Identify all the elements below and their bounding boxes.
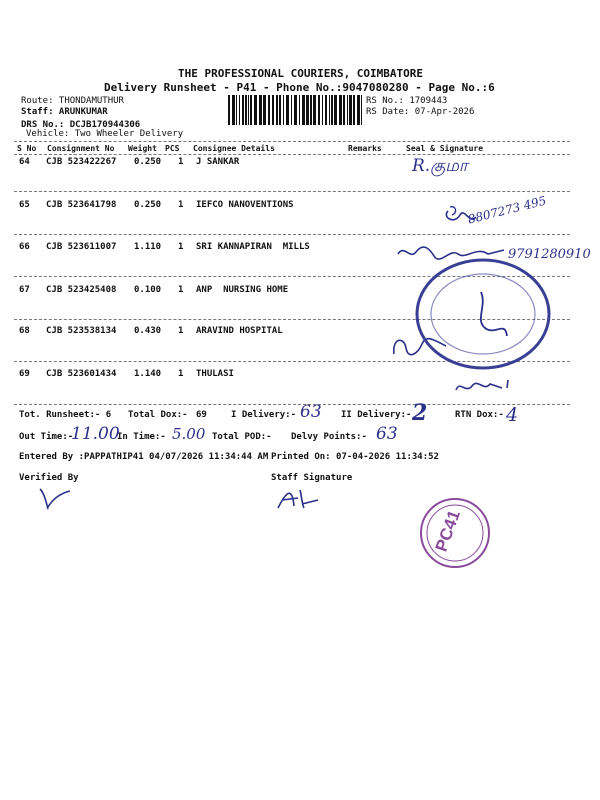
row-consignment: CJB 523425408	[46, 285, 117, 295]
pc41-stamp-text: PC41	[431, 507, 464, 555]
out-time-label: Out Time:-	[19, 432, 74, 442]
staff-signature-label: Staff Signature	[271, 473, 353, 483]
drs-number: DRS No.: DCJB170944306	[21, 120, 141, 130]
col-weight: Weight	[128, 144, 157, 153]
printed-on: Printed On: 07-04-2026 11:34:52	[271, 452, 439, 462]
row-pcs: 1	[178, 285, 184, 295]
row-consignment: CJB 523641798	[46, 200, 117, 210]
handwritten-in-time: 5.00	[172, 425, 206, 443]
row-weight: 0.250	[134, 157, 162, 167]
in-time-label: In Time:-	[117, 432, 166, 442]
col-consignment: Consignment No	[47, 144, 115, 153]
row-weight: 1.140	[134, 369, 162, 379]
table-bottom-rule	[14, 404, 570, 405]
tot-runsheet: Tot. Runsheet:- 6	[19, 410, 112, 420]
row-sno: 67	[19, 285, 30, 295]
pc41-stamp	[419, 497, 491, 569]
row-sno: 64	[19, 157, 30, 167]
signature-staff	[272, 482, 322, 512]
col-consignee: Consignee Details	[193, 144, 275, 153]
handwritten-signature-row64: R.குமா	[412, 156, 468, 176]
rs-date: RS Date: 07-Apr-2026	[366, 107, 475, 117]
handwritten-i-delivery: 63	[300, 402, 322, 422]
row-pcs: 1	[178, 326, 184, 336]
row-consignee: SRI KANNAPIRAN MILLS	[196, 242, 310, 252]
row-consignee: J SANKAR	[196, 157, 240, 167]
row-rule	[14, 191, 570, 192]
handwritten-note-row65: 8807273 495	[466, 193, 548, 227]
row-sno: 69	[19, 369, 30, 379]
barcode	[228, 95, 364, 125]
staff-label: Staff: ARUNKUMAR	[21, 107, 108, 117]
row-consignment: CJB 523538134	[46, 326, 117, 336]
row-rule	[14, 234, 570, 235]
row-pcs: 1	[178, 242, 184, 252]
company-title: THE PROFESSIONAL COURIERS, COIMBATORE	[178, 67, 424, 80]
delvy-points-label: Delvy Points:-	[291, 432, 367, 442]
row-weight: 1.110	[134, 242, 162, 252]
rs-number: RS No.: 1709443	[366, 96, 448, 106]
col-sno: S No	[17, 144, 37, 153]
signature-verified-by	[36, 483, 76, 513]
row-consignee: THULASI	[196, 369, 234, 379]
row-weight: 0.100	[134, 285, 162, 295]
row-sno: 65	[19, 200, 30, 210]
header-bottom-rule	[14, 154, 570, 155]
route-label: Route: THONDAMUTHUR	[21, 96, 124, 106]
handwritten-out-time: 11.00	[71, 424, 120, 444]
rtn-dox-label: RTN Dox:-	[455, 410, 504, 420]
vehicle-label: Vehicle: Two Wheeler Delivery	[26, 129, 184, 139]
row-pcs: 1	[178, 200, 184, 210]
row-weight: 0.430	[134, 326, 162, 336]
row-consignee: ARAVIND HOSPITAL	[196, 326, 283, 336]
handwritten-ii-delivery: 2	[412, 400, 428, 426]
company-seal-stamp	[413, 256, 553, 372]
row-consignment: CJB 523601434	[46, 369, 117, 379]
row-sno: 68	[19, 326, 30, 336]
signature-row65	[440, 203, 480, 233]
handwritten-delvy-points: 63	[376, 424, 398, 444]
handwritten-phone-row66: 9791280910	[508, 247, 591, 262]
total-pod-label: Total POD:-	[212, 432, 272, 442]
row-consignee: IEFCO NANOVENTIONS	[196, 200, 294, 210]
col-pcs: PCS	[165, 144, 180, 153]
entered-by: Entered By :PAPPATHIP41 04/07/2026 11:34:44 AM	[19, 452, 269, 462]
runsheet-title: Delivery Runsheet - P41 - Phone No.:9047080280 - Page No.:6	[104, 81, 495, 94]
verified-by-label: Verified By	[19, 473, 79, 483]
col-remarks: Remarks	[348, 144, 382, 153]
total-dox-label: Total Dox:-	[128, 410, 188, 420]
total-dox-value: 69	[196, 410, 207, 420]
col-seal-signature: Seal & Signature	[406, 144, 484, 153]
row-consignment: CJB 523611007	[46, 242, 117, 252]
row-consignee: ANP NURSING HOME	[196, 285, 289, 295]
row-weight: 0.250	[134, 200, 162, 210]
row-consignment: CJB 523422267	[46, 157, 117, 167]
header-top-rule	[14, 141, 570, 142]
i-delivery-label: I Delivery:-	[231, 410, 297, 420]
row-sno: 66	[19, 242, 30, 252]
ii-delivery-label: II Delivery:-	[341, 410, 412, 420]
signature-row69	[452, 376, 512, 402]
handwritten-rtn-dox: 4	[506, 404, 519, 426]
row-pcs: 1	[178, 369, 184, 379]
row-pcs: 1	[178, 157, 184, 167]
